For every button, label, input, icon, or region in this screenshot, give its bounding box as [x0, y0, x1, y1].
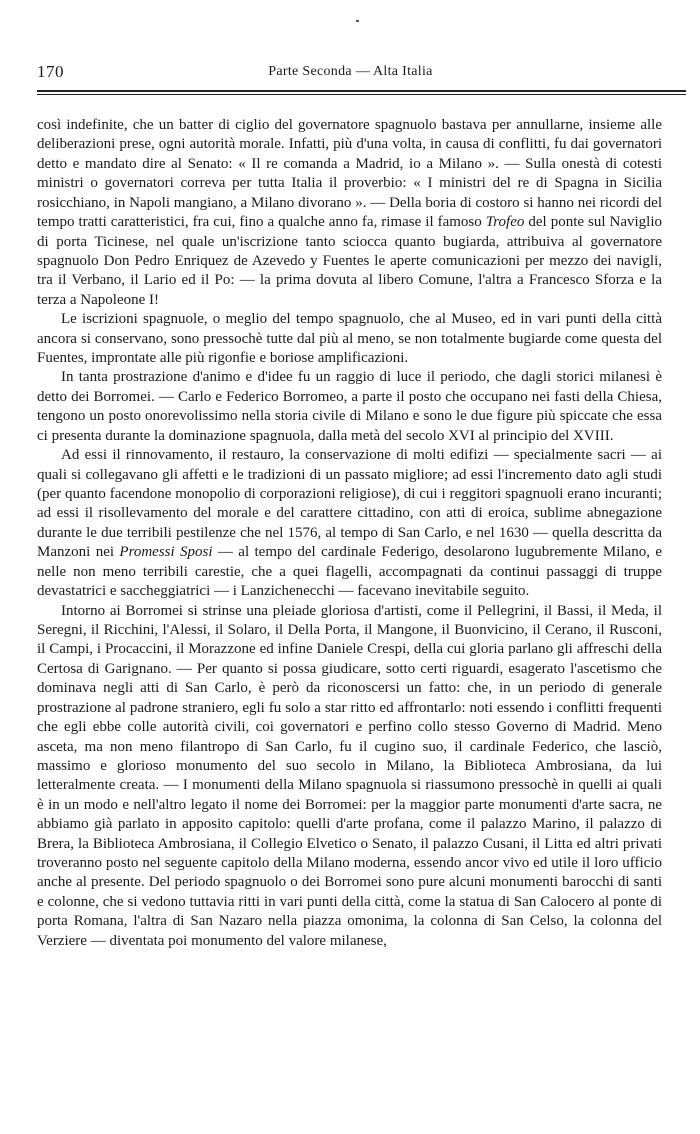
header-rule: [37, 90, 686, 95]
paragraph-5: Intorno ai Borromei si strinse una pleiade gloriosa d'artisti, come il Pellegrini, il Bassi, il Meda, il Seregni, il Ricchini, l'Alessi, il Solaro, il Della Porta, il Mangone, il Buonvicino, il Cerano, il Rusconi, il Campi, i Procaccini, il Morazzone ed infine Daniele Crespi, della cui gloria parlano gli affreschi della Certosa di Garignano. — Per quanto si possa giudicare, sotto certi riguardi, esagerato l'ascetismo che dominava negli atti di San Carlo, è però da riconoscersi un fatto: che, in un periodo di generale prostrazione al padrone straniero, egli fu solo a star ritto ed affrontarlo: noti essendo i conflitti frequenti che egli ebbe colle autorità civili, coi governatori e perfino collo stesso Governo di Madrid. Meno asceta, ma non meno filantropo di San Carlo, fu il cugino suo, il cardinale Federico, che lasciò, massimo e glorioso monumento del suo secolo in Milano, la Biblioteca Ambrosiana, da lui letteralmente creata. — I monumenti della Milano spagnuola si riassumono pressochè in quelli ai quali è in un modo e nell'altro legato il nome dei Borromei: per la maggior parte monumenti d'arte sacra, ne abbiamo già parlato in apposito capitolo: quelli d'arte profana, come il palazzo Marino, il palazzo di Brera, la Biblioteca Ambrosiana, il Collegio Elvetico o Senato, il palazzo Cusani, il Litta ed altri privati troveranno posto nel seguente capitolo della Milano moderna, essendo ancor vivo ed utile il loro ufficio anche al presente. Del periodo spagnuolo o dei Borromei sono pure alcuni monumenti barocchi di santi e colonne, che si vedono tuttavia ritti in vari punti della città, come la statua di San Calocero al ponte di porta Romana, l'altra di San Nazaro nella piazza omonima, la colonna di San Celso, la colonna del Verziere — diventata poi monumento del valore milanese,: [37, 602, 662, 949]
body-text: [37, 116, 662, 951]
page-number: 170: [37, 62, 64, 81]
paragraph-4-text-a: Ad essi il rinnovamento, il restauro, la conservazione di molti edifizi — specialmente sacri — ai quali si collegavano gli affetti e le tradizioni di un passato migliore; ad essi l'incremento dato agli studi (per quanto facendone monopolio di corporazioni religiose), di cui i reggitori spagnuoli erano incuranti; ad essi il risollevamento del morale e del carattere cittadino, con atti di eroica, sublime abnegazione durante le due terribili pestilenze che nel 1576, al tempo di San Carlo, e nel 1630 — quella descritta da Manzoni nei: [37, 447, 662, 561]
running-title: Parte Seconda — Alta Italia: [268, 64, 433, 79]
running-head: [37, 62, 664, 86]
paragraph-1: [37, 116, 662, 310]
paragraph-4-text-b: — al tempo del cardinale Federigo, desolarono lugubremente Milano, e nelle non meno terribili carestie, che a quei flagelli, accompagnati da continui passaggi di truppe devastatrici e saccheggiatrici — i Lanzichenecchi — facevano inevitabile seguito.: [37, 544, 662, 600]
paragraph-4-italic-promessi-sposi: Promessi Sposi: [119, 544, 213, 561]
print-mark: [356, 20, 359, 22]
paragraph-1-italic-trofeo: Trofeo: [485, 214, 525, 231]
paragraph-4: [37, 446, 662, 601]
paragraph-1-text-a: così indefinite, che un batter di ciglio del governatore spagnuolo bastava per annullarne, insieme alle deliberazioni prese, ogni autorità morale. Infatti, più d'una volta, in causa di conflitti, fu dai governatori detto e mandato dire al Senato: « Il re comanda a Madrid, io a Milano ». — Sulla onestà di cotesti ministri o governatori correva per tutta Italia il proverbio: « I ministri del re di Spagna in Sicilia rosicchiano, in Napoli mangiano, a Milano divorano ». — Della boria di costoro si hanno nei ricordi del tempo tratti caratteristici, fra cui, fino a qualche anno fa, rimase il famoso: [37, 117, 662, 231]
paragraph-3: In tanta prostrazione d'animo e d'idee fu un raggio di luce il periodo, che dagli storici milanesi è detto dei Borromei. — Carlo e Federico Borromeo, a parte il posto che occupano nei fasti della Chiesa, tengono un posto onorevolissimo nella storia civile di Milano e sono le due figure più spiccate che essa ci presenta durante la dominazione spagnuola, dalla metà del secolo XVI al principio del XVIII.: [37, 369, 662, 444]
paragraph-2: Le iscrizioni spagnuole, o meglio del tempo spagnuolo, che al Museo, ed in vari punti della città ancora si conservano, sono pressochè tutte dal più al meno, se non totalmente bugiarde come questa del Fuentes, improntate alle più rigonfie e boriose amplificazioni.: [37, 311, 662, 367]
paragraph-1-text-b: del ponte sul Naviglio di porta Ticinese, nel quale un'iscrizione tanto sciocca quanto bugiarda, attribuiva al governatore spagnuolo Don Pedro Enriquez de Azevedo y Fuentes le aperte comunicazioni per mezzo dei navigli, tra il Verbano, il Lario ed il Po: — la prima dovuta al libero Comune, l'altra a Francesco Sforza e la terza a Napoleone I!: [37, 214, 662, 308]
